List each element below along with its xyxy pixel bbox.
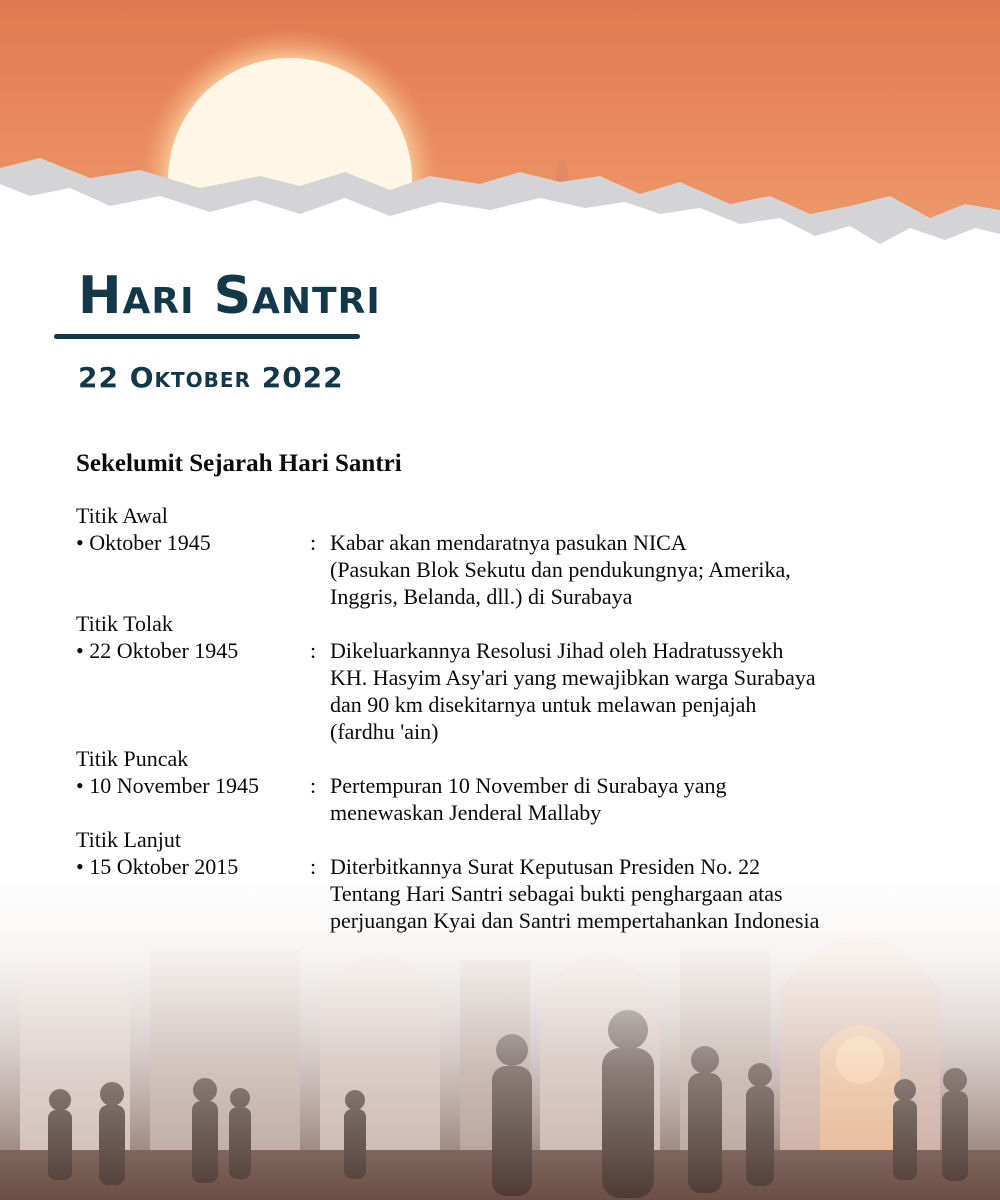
description-line: perjuangan Kyai dan Santri mempertahankan Indonesia — [330, 908, 820, 933]
description-line: (Pasukan Blok Sekutu dan pendukungnya; Amerika, — [330, 557, 791, 582]
phase-titik-puncak — [76, 745, 976, 826]
description-line: Dikeluarkannya Resolusi Jihad oleh Hadratussyekh — [330, 638, 784, 663]
description-line: KH. Hasyim Asy'ari yang mewajibkan warga Surabaya — [330, 665, 816, 690]
phase-label: Titik Puncak — [76, 746, 189, 771]
phase-titik-lanjut — [76, 826, 976, 934]
event-date: 22 Oktober 2022 — [78, 361, 344, 394]
description-line: menewaskan Jenderal Mallaby — [330, 800, 602, 825]
phase-date: • Oktober 1945 — [76, 530, 211, 555]
phase-separator: : — [310, 638, 317, 663]
description-line: Tentang Hari Santri sebagai bukti penghargaan atas — [330, 881, 783, 906]
phase-description — [330, 853, 930, 934]
phase-separator: : — [310, 530, 317, 555]
phase-date: • 15 Oktober 2015 — [76, 854, 239, 879]
phase-label: Titik Lanjut — [76, 827, 181, 852]
poster-title: Hari Santri — [78, 266, 381, 326]
phase-label: Titik Awal — [76, 503, 168, 528]
history-title: Sekelumit Sejarah Hari Santri — [76, 450, 402, 477]
phase-date: • 10 November 1945 — [76, 773, 260, 798]
title-underline — [54, 334, 360, 339]
description-line: Inggris, Belanda, dll.) di Surabaya — [330, 584, 633, 609]
phase-description — [330, 637, 930, 745]
phase-description — [330, 772, 930, 826]
description-line: Kabar akan mendaratnya pasukan NICA — [330, 530, 687, 555]
phase-description — [330, 529, 930, 610]
history-section — [76, 448, 976, 934]
phase-separator: : — [310, 854, 317, 879]
phase-separator: : — [310, 773, 317, 798]
phase-titik-awal — [76, 502, 976, 610]
phase-label: Titik Tolak — [76, 611, 173, 636]
description-line: dan 90 km disekitarnya untuk melawan penjajah — [330, 692, 757, 717]
description-line: (fardhu 'ain) — [330, 719, 439, 744]
phase-date: • 22 Oktober 1945 — [76, 638, 239, 663]
description-line: Diterbitkannya Surat Keputusan Presiden No. 22 — [330, 854, 761, 879]
phase-titik-tolak — [76, 610, 976, 745]
description-line: Pertempuran 10 November di Surabaya yang — [330, 773, 727, 798]
